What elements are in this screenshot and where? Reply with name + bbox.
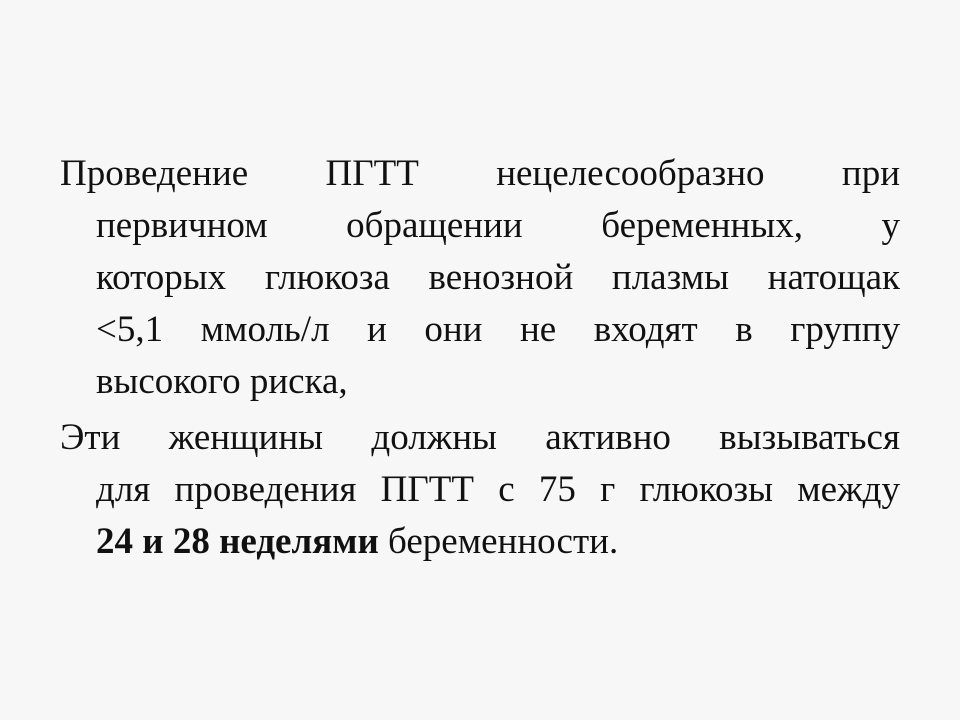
paragraph-pgtt-schedule: [60, 412, 900, 568]
paragraph-2-line-1: Эти женщины должны активно вызываться: [60, 417, 900, 458]
paragraph-1-line-1: Проведение ПГТТ нецелесообразно при: [60, 153, 900, 194]
pregnancy-text: беременности.: [378, 521, 619, 562]
weeks-emphasis: 24 и 28 неделями: [96, 521, 379, 562]
paragraph-1-line-5: высокого риска,: [96, 361, 348, 402]
paragraph-1-line-2: первичном обращении беременных, у: [96, 205, 900, 246]
paragraph-2-line-2: для проведения ПГТТ с 75 г глюкозы между: [96, 469, 900, 510]
paragraph-1-line-4: <5,1 ммоль/л и они не входят в группу: [96, 309, 900, 350]
paragraph-1-line-3: которых глюкоза венозной плазмы натощак: [96, 257, 900, 298]
paragraph-2-line-3: [60, 516, 900, 568]
paragraph-pgtt-not-advised: [60, 148, 900, 408]
